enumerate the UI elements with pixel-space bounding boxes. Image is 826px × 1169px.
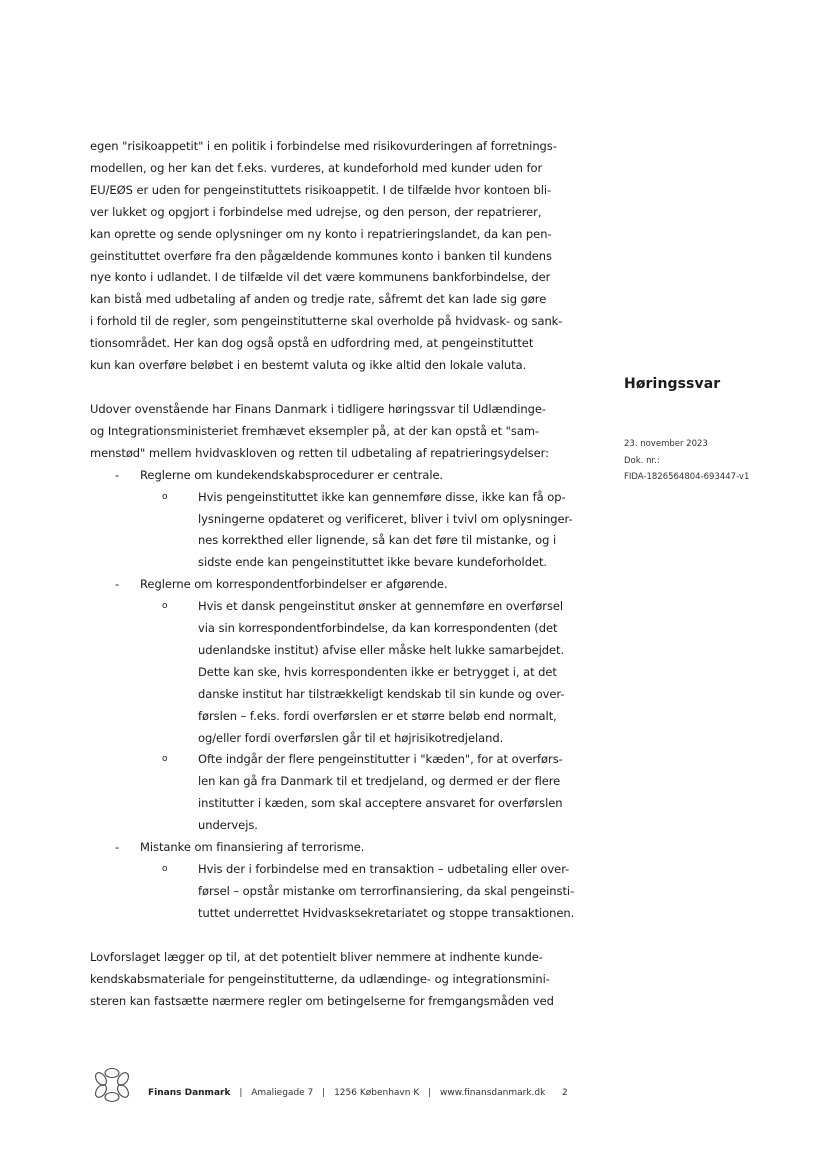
circle-marker: o [162, 491, 168, 502]
text-line: egen "risikoappetit" i en politik i forbindelse med risikovurderingen af forretnings- [90, 139, 557, 153]
sidebar-doc-label: Dok. nr.: [624, 455, 660, 466]
dash-marker: - [115, 840, 120, 855]
sub-bullet-line: len kan gå fra Danmark til et tredjeland, og dermed er der flere [198, 774, 561, 789]
text-line: kendskabsmateriale for pengeinstitutterne, da udlændinge- og integrationsmini- [90, 971, 550, 986]
bullet-text: Reglerne om korrespondentforbindelser er afgørende. [140, 577, 448, 592]
text-line: steren kan fastsætte nærmere regler om betingelserne for fremgangsmåden ved [90, 993, 554, 1008]
sub-bullet-line: lysningerne opdateret og verificeret, bliver i tvivl om oplysninger- [198, 511, 573, 526]
dash-marker: - [115, 467, 120, 482]
footer-website: www.finansdanmark.dk [440, 1088, 546, 1098]
text-line: geinstituttet overføre fra den pågældende kommunes konto i banken til kundens [90, 248, 552, 263]
sidebar-date: 23. november 2023 [624, 439, 708, 449]
paragraph-gap [90, 925, 580, 947]
sub-bullet-line: nes korrekthed eller lignende, så kan det føre til mistanke, og i [198, 533, 557, 548]
sub-bullet-line: Dette kan ske, hvis korrespondenten ikke er betrygget i, at det [198, 664, 557, 679]
paragraph-2 [90, 399, 580, 465]
bullet-item [90, 574, 580, 596]
sub-bullet-line: og/eller fordi overførslen går til et højrisikotredjeland. [198, 730, 504, 745]
paragraph-1 [90, 136, 580, 377]
paragraph-gap [90, 377, 580, 399]
sub-bullet-item [90, 749, 580, 771]
footer [92, 1064, 612, 1120]
sub-bullet-line: via sin korrespondentforbindelse, da kan korrespondenten (det [198, 621, 558, 636]
sidebar-doc-number: FIDA-1826564804-693447-v1 [624, 472, 750, 482]
sub-bullet-text: Hvis pengeinstituttet ikke kan gennemføre disse, ikke kan få op- [198, 489, 566, 504]
circle-marker: o [162, 864, 168, 874]
text-line: Lovforslaget lægger op til, at det potentielt bliver nemmere at indhente kunde- [90, 949, 543, 964]
sub-bullet-item [90, 487, 580, 509]
sub-bullet-line: institutter i kæden, som skal acceptere ansvaret for overførslen [198, 796, 563, 811]
bullet-item [90, 837, 580, 859]
text-line: i forhold til de regler, som pengeinstitutterne skal overholde på hvidvask- og sank- [90, 314, 563, 329]
text-line: tionsområdet. Her kan dog også opstå en udfordring med, at pengeinstituttet [90, 336, 534, 351]
circle-marker: o [162, 601, 168, 612]
finans-danmark-logo-icon [92, 1064, 132, 1106]
sidebar [624, 376, 814, 486]
sub-bullet-text: Hvis der i forbindelse med en transaktion – udbetaling eller over- [198, 862, 570, 876]
footer-separator: | [239, 1088, 243, 1098]
sub-bullet-line: førsel – opstår mistanke om terrorfinansiering, da skal pengeinsti- [198, 883, 575, 898]
text-line: nye konto i udlandet. I de tilfælde vil det være kommunens bankforbindelse, der [90, 270, 551, 285]
paragraph-3 [90, 947, 580, 1013]
text-line: og Integrationsministeriet fremhævet eksempler på, at der kan opstå et "sam- [90, 423, 540, 438]
bullet-item [90, 465, 580, 487]
sub-bullet-text: Hvis et dansk pengeinstitut ønsker at gennemføre en overførsel [198, 599, 564, 614]
text-line: kan oprette og sende oplysninger om ny konto i repatrieringslandet, da kan pen- [90, 226, 552, 241]
text-line: kan bistå med udbetaling af anden og tredje rate, såfremt det kan lade sig gøre [90, 292, 547, 307]
sidebar-title: Høringssvar [624, 376, 721, 392]
bullet-text: Mistanke om finansiering af terrorisme. [140, 840, 365, 855]
body-text [90, 136, 580, 1012]
sub-bullet-line: tuttet underrettet Hvidvasksekretariatet og stoppe transaktionen. [198, 905, 575, 920]
footer-address-line [148, 1088, 545, 1098]
bullet-list [90, 465, 580, 925]
sub-bullet-line: undervejs. [198, 818, 258, 833]
text-line: EU/EØS er uden for pengeinstituttets risikoappetit. I de tilfælde hvor kontoen bli- [90, 182, 552, 197]
sub-bullet-line: udenlandske institut) afvise eller måske helt lukke samarbejdet. [198, 642, 565, 657]
text-line: kun kan overføre beløbet i en bestemt valuta og ikke altid den lokale valuta. [90, 358, 527, 373]
sub-bullet-item [90, 859, 580, 881]
sub-bullet-text: Ofte indgår der flere pengeinstitutter i "kæden", for at overførs- [198, 752, 563, 767]
footer-separator: | [428, 1088, 432, 1098]
sub-bullet-line: sidste ende kan pengeinstituttet ikke bevare kundeforholdet. [198, 555, 548, 570]
footer-city: 1256 København K [334, 1088, 420, 1098]
footer-address: Amaliegade 7 [251, 1088, 314, 1098]
text-line: Udover ovenstående har Finans Danmark i tidligere høringssvar til Udlændinge- [90, 401, 546, 416]
sub-bullet-item [90, 596, 580, 618]
text-line: ver lukket og opgjort i forbindelse med udrejse, og den person, der repatrierer, [90, 204, 542, 219]
text-line: modellen, og her kan det f.eks. vurderes, at kundeforhold med kunder uden for [90, 160, 543, 175]
dash-marker: - [115, 577, 120, 592]
sub-bullet-line: danske institut har tilstrækkeligt kendskab til sin kunde og over- [198, 686, 565, 701]
footer-separator: | [322, 1088, 326, 1098]
text-line: menstød" mellem hvidvaskloven og retten til udbetaling af repatrieringsydelser: [90, 445, 549, 460]
footer-org: Finans Danmark [148, 1088, 231, 1098]
circle-marker: o [162, 754, 168, 765]
page-number: 2 [562, 1088, 568, 1098]
sub-bullet-line: førslen – f.eks. fordi overførslen er et større beløb end normalt, [198, 708, 557, 723]
bullet-text: Reglerne om kundekendskabsprocedurer er centrale. [140, 467, 444, 482]
